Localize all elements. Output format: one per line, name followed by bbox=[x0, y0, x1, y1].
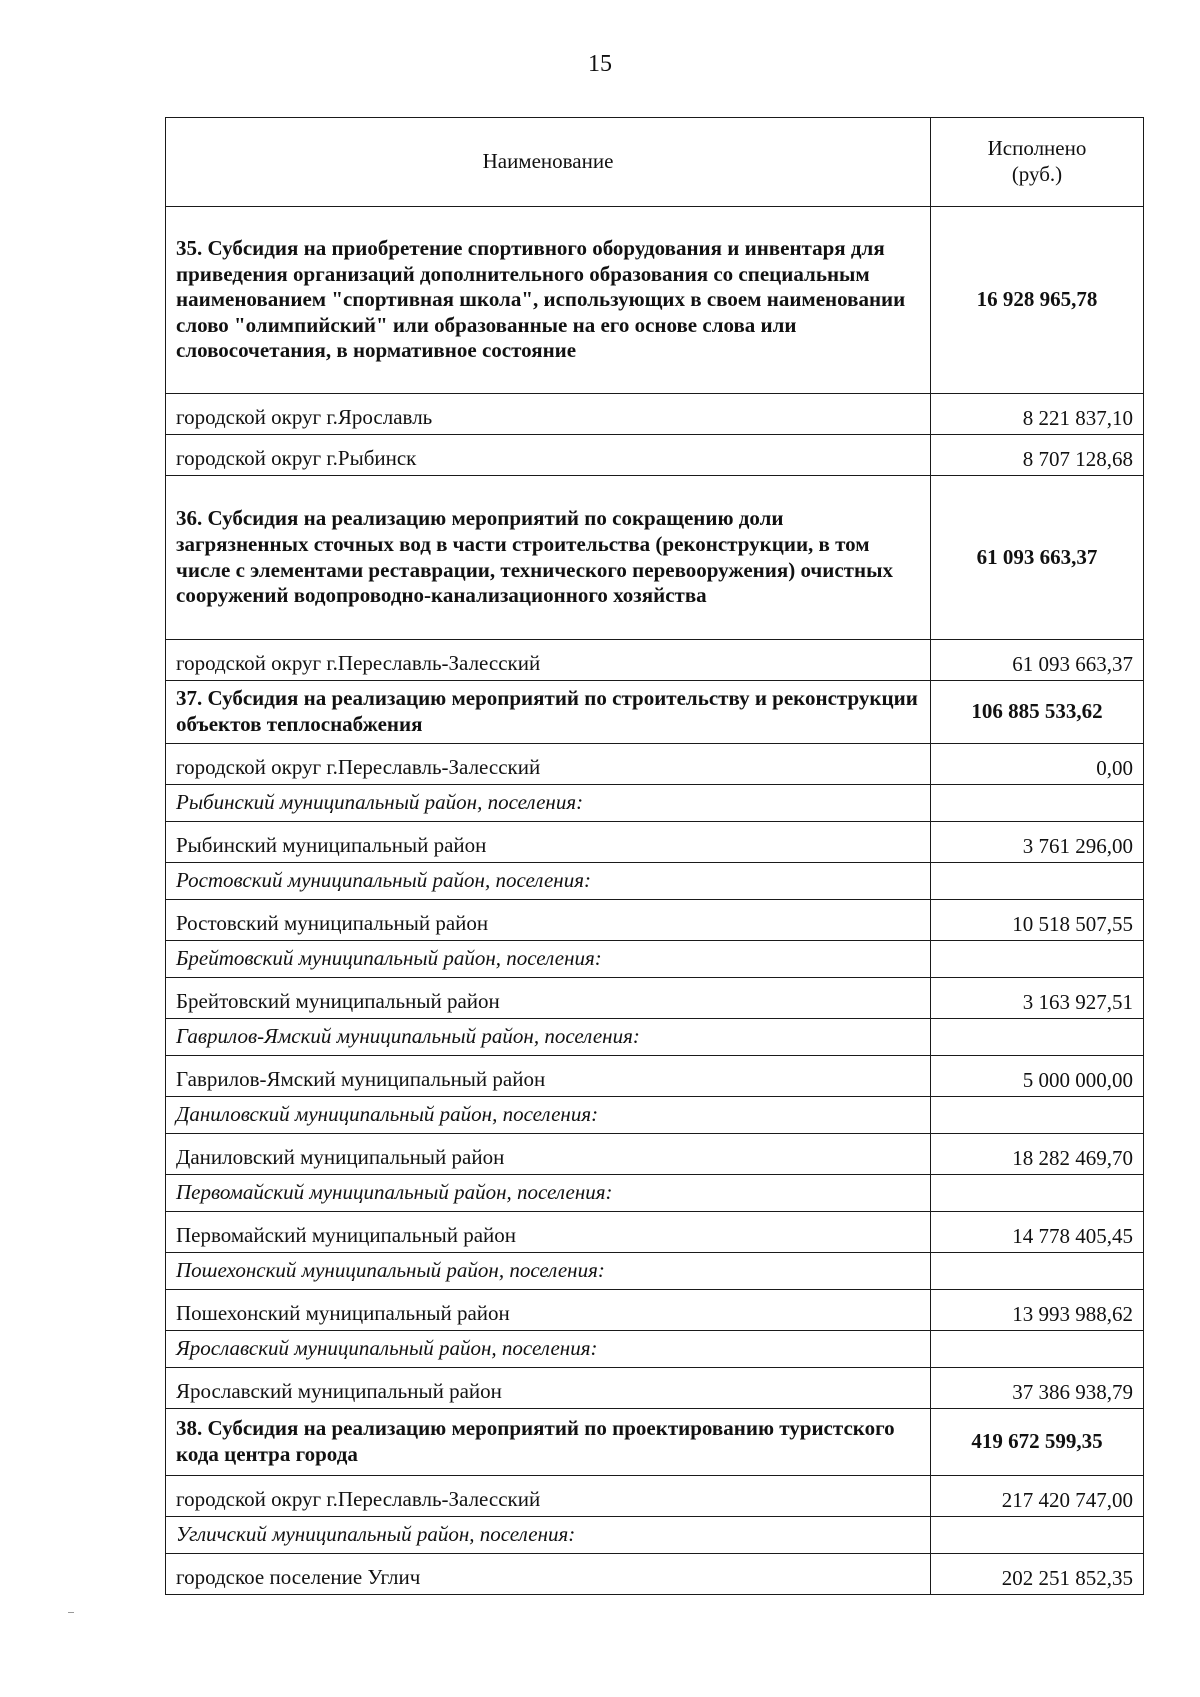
row-name: Первомайский муниципальный район bbox=[166, 1212, 931, 1253]
row-amount: 217 420 747,00 bbox=[931, 1476, 1144, 1517]
row-name: Ярославский муниципальный район bbox=[166, 1368, 931, 1409]
row-name: Даниловский муниципальный район bbox=[166, 1134, 931, 1175]
subsidy-heading-row bbox=[166, 681, 1144, 744]
row-amount: 0,00 bbox=[931, 744, 1144, 785]
row-name: 35. Субсидия на приобретение спортивного оборудования и инвентаря для приведения организаций дополнительного образования со специальным наименованием "спортивная школа", использующих в своем наименовании слово "олимпийский" или образованные на его основе слова или словосочетания, в нормативное состояние bbox=[166, 207, 931, 394]
row-amount bbox=[931, 785, 1144, 822]
row-amount: 419 672 599,35 bbox=[931, 1409, 1144, 1476]
row-name: Брейтовский муниципальный район, поселения: bbox=[166, 941, 931, 978]
row-name: Даниловский муниципальный район, поселения: bbox=[166, 1097, 931, 1134]
row-name: Ростовский муниципальный район, поселения: bbox=[166, 863, 931, 900]
table-row bbox=[166, 900, 1144, 941]
row-name: Ярославский муниципальный район, поселения: bbox=[166, 1331, 931, 1368]
row-name: Ростовский муниципальный район bbox=[166, 900, 931, 941]
district-subheading-row bbox=[166, 1175, 1144, 1212]
row-name: городское поселение Углич bbox=[166, 1554, 931, 1595]
row-amount bbox=[931, 1019, 1144, 1056]
row-amount: 18 282 469,70 bbox=[931, 1134, 1144, 1175]
column-header-amount-line1: Исполнено bbox=[987, 136, 1087, 161]
table-row bbox=[166, 822, 1144, 863]
row-amount: 37 386 938,79 bbox=[931, 1368, 1144, 1409]
row-amount: 10 518 507,55 bbox=[931, 900, 1144, 941]
district-subheading-row bbox=[166, 1019, 1144, 1056]
row-name: 38. Субсидия на реализацию мероприятий по проектированию туристского кода центра города bbox=[166, 1409, 931, 1476]
row-amount bbox=[931, 1331, 1144, 1368]
table-row bbox=[166, 1368, 1144, 1409]
row-name: Рыбинский муниципальный район bbox=[166, 822, 931, 863]
row-amount: 13 993 988,62 bbox=[931, 1290, 1144, 1331]
row-amount: 106 885 533,62 bbox=[931, 681, 1144, 744]
column-header-amount-line2: (руб.) bbox=[1011, 162, 1063, 186]
row-name: Гаврилов-Ямский муниципальный район, поселения: bbox=[166, 1019, 931, 1056]
row-amount: 61 093 663,37 bbox=[931, 640, 1144, 681]
row-name: Пошехонский муниципальный район, поселения: bbox=[166, 1253, 931, 1290]
district-subheading-row bbox=[166, 1331, 1144, 1368]
row-name: 36. Субсидия на реализацию мероприятий по сокращению доли загрязненных сточных вод в части строительства (реконструкции, в том числе с элементами реставрации, технического перевооружения) очистных сооружений водопроводно-канализационного хозяйства bbox=[166, 476, 931, 640]
row-name: 37. Субсидия на реализацию мероприятий по строительству и реконструкции объектов теплоснабжения bbox=[166, 681, 931, 744]
column-header-name: Наименование bbox=[166, 118, 931, 207]
table-row bbox=[166, 744, 1144, 785]
row-amount: 3 163 927,51 bbox=[931, 978, 1144, 1019]
row-name: Угличский муниципальный район, поселения: bbox=[166, 1517, 931, 1554]
district-subheading-row bbox=[166, 863, 1144, 900]
district-subheading-row bbox=[166, 1097, 1144, 1134]
district-subheading-row bbox=[166, 1253, 1144, 1290]
row-amount bbox=[931, 1175, 1144, 1212]
table-row bbox=[166, 1212, 1144, 1253]
table-row bbox=[166, 1134, 1144, 1175]
table-row bbox=[166, 435, 1144, 476]
row-name: Первомайский муниципальный район, поселения: bbox=[166, 1175, 931, 1212]
row-amount bbox=[931, 863, 1144, 900]
district-subheading-row bbox=[166, 941, 1144, 978]
row-name: городской округ г.Переславль-Залесский bbox=[166, 640, 931, 681]
table-row bbox=[166, 1476, 1144, 1517]
row-amount bbox=[931, 941, 1144, 978]
row-name: городской округ г.Переславль-Залесский bbox=[166, 744, 931, 785]
table-row bbox=[166, 1290, 1144, 1331]
subsidy-heading-row bbox=[166, 207, 1144, 394]
subsidy-heading-row bbox=[166, 1409, 1144, 1476]
table-row bbox=[166, 1056, 1144, 1097]
row-amount: 61 093 663,37 bbox=[931, 476, 1144, 640]
row-name: городской округ г.Рыбинск bbox=[166, 435, 931, 476]
row-amount: 8 707 128,68 bbox=[931, 435, 1144, 476]
row-amount bbox=[931, 1517, 1144, 1554]
scan-margin-mark bbox=[68, 1612, 74, 1613]
page-number: 15 bbox=[588, 51, 612, 77]
row-amount: 3 761 296,00 bbox=[931, 822, 1144, 863]
row-name: Гаврилов-Ямский муниципальный район bbox=[166, 1056, 931, 1097]
district-subheading-row bbox=[166, 785, 1144, 822]
table-row bbox=[166, 1554, 1144, 1595]
district-subheading-row bbox=[166, 1517, 1144, 1554]
budget-execution-table bbox=[165, 117, 1144, 1595]
row-name: Пошехонский муниципальный район bbox=[166, 1290, 931, 1331]
row-amount: 8 221 837,10 bbox=[931, 394, 1144, 435]
row-amount bbox=[931, 1253, 1144, 1290]
row-name: городской округ г.Ярославль bbox=[166, 394, 931, 435]
row-amount bbox=[931, 1097, 1144, 1134]
table-header-row bbox=[166, 118, 1144, 207]
subsidy-heading-row bbox=[166, 476, 1144, 640]
row-amount: 14 778 405,45 bbox=[931, 1212, 1144, 1253]
table-row bbox=[166, 640, 1144, 681]
row-name: Брейтовский муниципальный район bbox=[166, 978, 931, 1019]
row-name: Рыбинский муниципальный район, поселения: bbox=[166, 785, 931, 822]
row-name: городской округ г.Переславль-Залесский bbox=[166, 1476, 931, 1517]
column-header-amount bbox=[931, 118, 1144, 207]
row-amount: 5 000 000,00 bbox=[931, 1056, 1144, 1097]
table-row bbox=[166, 978, 1144, 1019]
table-row bbox=[166, 394, 1144, 435]
row-amount: 202 251 852,35 bbox=[931, 1554, 1144, 1595]
row-amount: 16 928 965,78 bbox=[931, 207, 1144, 394]
